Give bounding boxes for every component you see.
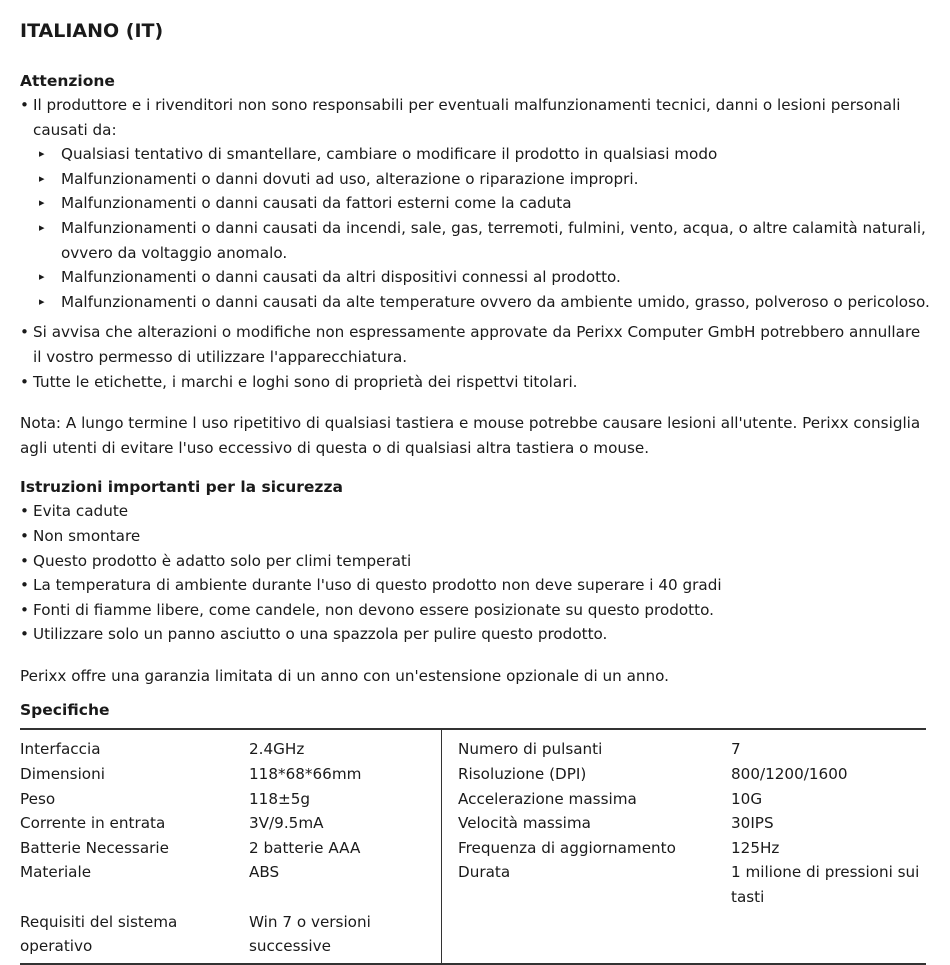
spec-label: Corrente in entrata <box>20 814 166 833</box>
liability-item: ▸ Malfunzionamenti o danni dovuti ad uso, alterazione o riparazione impropri. <box>20 167 930 192</box>
spec-value <box>731 910 926 964</box>
spec-label: Accelerazione massima <box>458 789 637 808</box>
spec-value: Win 7 o versioni successive <box>249 912 371 956</box>
attention-heading: Attenzione <box>20 72 115 90</box>
column-divider <box>442 762 459 787</box>
table-row <box>20 729 926 762</box>
safety-item: • Fonti di fiamme libere, come candele, non devono essere posizionate su questo prodotto. <box>20 598 930 623</box>
safety-section <box>20 475 930 647</box>
spec-value: 1 milione di pressioni sui tasti <box>731 863 920 907</box>
safety-item: • Utilizzare solo un panno asciutto o una spazzola per pulire questo prodotto. <box>20 622 930 647</box>
column-divider <box>442 836 459 861</box>
spec-label: Peso <box>20 789 56 808</box>
spec-value: 118±5g <box>249 789 311 808</box>
table-row <box>20 811 926 836</box>
spec-label: Requisiti del sistema operativo <box>20 912 178 956</box>
spec-label: Batterie Necessarie <box>20 838 169 857</box>
spec-value: 2 batterie AAA <box>249 838 361 857</box>
spec-label <box>458 910 731 964</box>
liability-list <box>20 142 930 314</box>
modification-warning: • Si avvisa che alterazioni o modifiche non espressamente approvate da Perixx Computer GmbH potrebbero annullare il vostro permesso di utilizzare l'apparecchiatura. <box>20 320 930 369</box>
column-divider <box>442 787 459 812</box>
liability-item: ▸ Malfunzionamenti o danni causati da fattori esterni come la caduta <box>20 191 930 216</box>
liability-item: ▸ Malfunzionamenti o danni causati da altri dispositivi connessi al prodotto. <box>20 265 930 290</box>
liability-item: ▸ Malfunzionamenti o danni causati da incendi, sale, gas, terremoti, fulmini, vento, acqua, o altre calamità naturali, ovvero da voltaggio anomalo. <box>20 216 930 265</box>
safety-item: • La temperatura di ambiente durante l'uso di questo prodotto non deve superare i 40 gradi <box>20 573 930 598</box>
safety-item: • Evita cadute <box>20 499 930 524</box>
column-divider <box>442 811 459 836</box>
attention-intro: • Il produttore e i rivenditori non sono responsabili per eventuali malfunzionamenti tecnici, danni o lesioni personali causati da: <box>20 93 930 142</box>
spec-value: 125Hz <box>731 838 780 857</box>
warranty-text: Perixx offre una garanzia limitata di un anno con un'estensione opzionale di un anno. <box>20 666 669 685</box>
specs-heading: Specifiche <box>20 701 110 720</box>
spec-label: Dimensioni <box>20 765 105 784</box>
table-row <box>20 787 926 812</box>
spec-value: 118*68*66mm <box>249 765 362 784</box>
page-title: ITALIANO (IT) <box>20 20 164 42</box>
spec-label: Risoluzione (DPI) <box>458 765 587 784</box>
liability-item: ▸ Qualsiasi tentativo di smantellare, cambiare o modificare il prodotto in qualsiasi modo <box>20 142 930 167</box>
table-row <box>20 762 926 787</box>
spec-label: Durata <box>458 863 511 882</box>
spec-value: 10G <box>731 789 763 808</box>
spec-value: ABS <box>249 863 280 882</box>
safety-item: • Non smontare <box>20 524 930 549</box>
specs-table <box>20 728 926 964</box>
spec-value: 800/1200/1600 <box>731 765 848 784</box>
column-divider <box>442 860 459 909</box>
spec-label: Velocità massima <box>458 814 591 833</box>
spec-value: 30IPS <box>731 814 774 833</box>
liability-item: ▸ Malfunzionamenti o danni causati da alte temperature ovvero da ambiente umido, grasso, polveroso o pericoloso. <box>20 290 930 315</box>
trademark-notice: • Tutte le etichette, i marchi e loghi sono di proprietà dei rispettvi titolari. <box>20 370 930 395</box>
spec-value: 3V/9.5mA <box>249 814 324 833</box>
table-row <box>20 910 926 964</box>
safety-heading: Istruzioni importanti per la sicurezza <box>20 478 343 497</box>
safety-item: • Questo prodotto è adatto solo per climi temperati <box>20 549 930 574</box>
column-divider <box>442 910 459 964</box>
spec-label: Numero di pulsanti <box>458 740 603 759</box>
spec-value: 2.4GHz <box>249 740 305 759</box>
attention-section <box>20 69 930 394</box>
health-note: Nota: A lungo termine l uso ripetitivo di qualsiasi tastiera e mouse potrebbe causare lesioni all'utente. Perixx consiglia agli utenti di evitare l'uso eccessivo di questa o di qualsiasi altra tastiera o mouse. <box>20 414 921 457</box>
spec-label: Frequenza di aggiornamento <box>458 838 676 857</box>
table-row <box>20 860 926 909</box>
spec-label: Interfaccia <box>20 740 101 759</box>
table-row <box>20 836 926 861</box>
column-divider <box>442 729 459 762</box>
spec-label: Materiale <box>20 863 92 882</box>
spec-value: 7 <box>731 740 741 759</box>
